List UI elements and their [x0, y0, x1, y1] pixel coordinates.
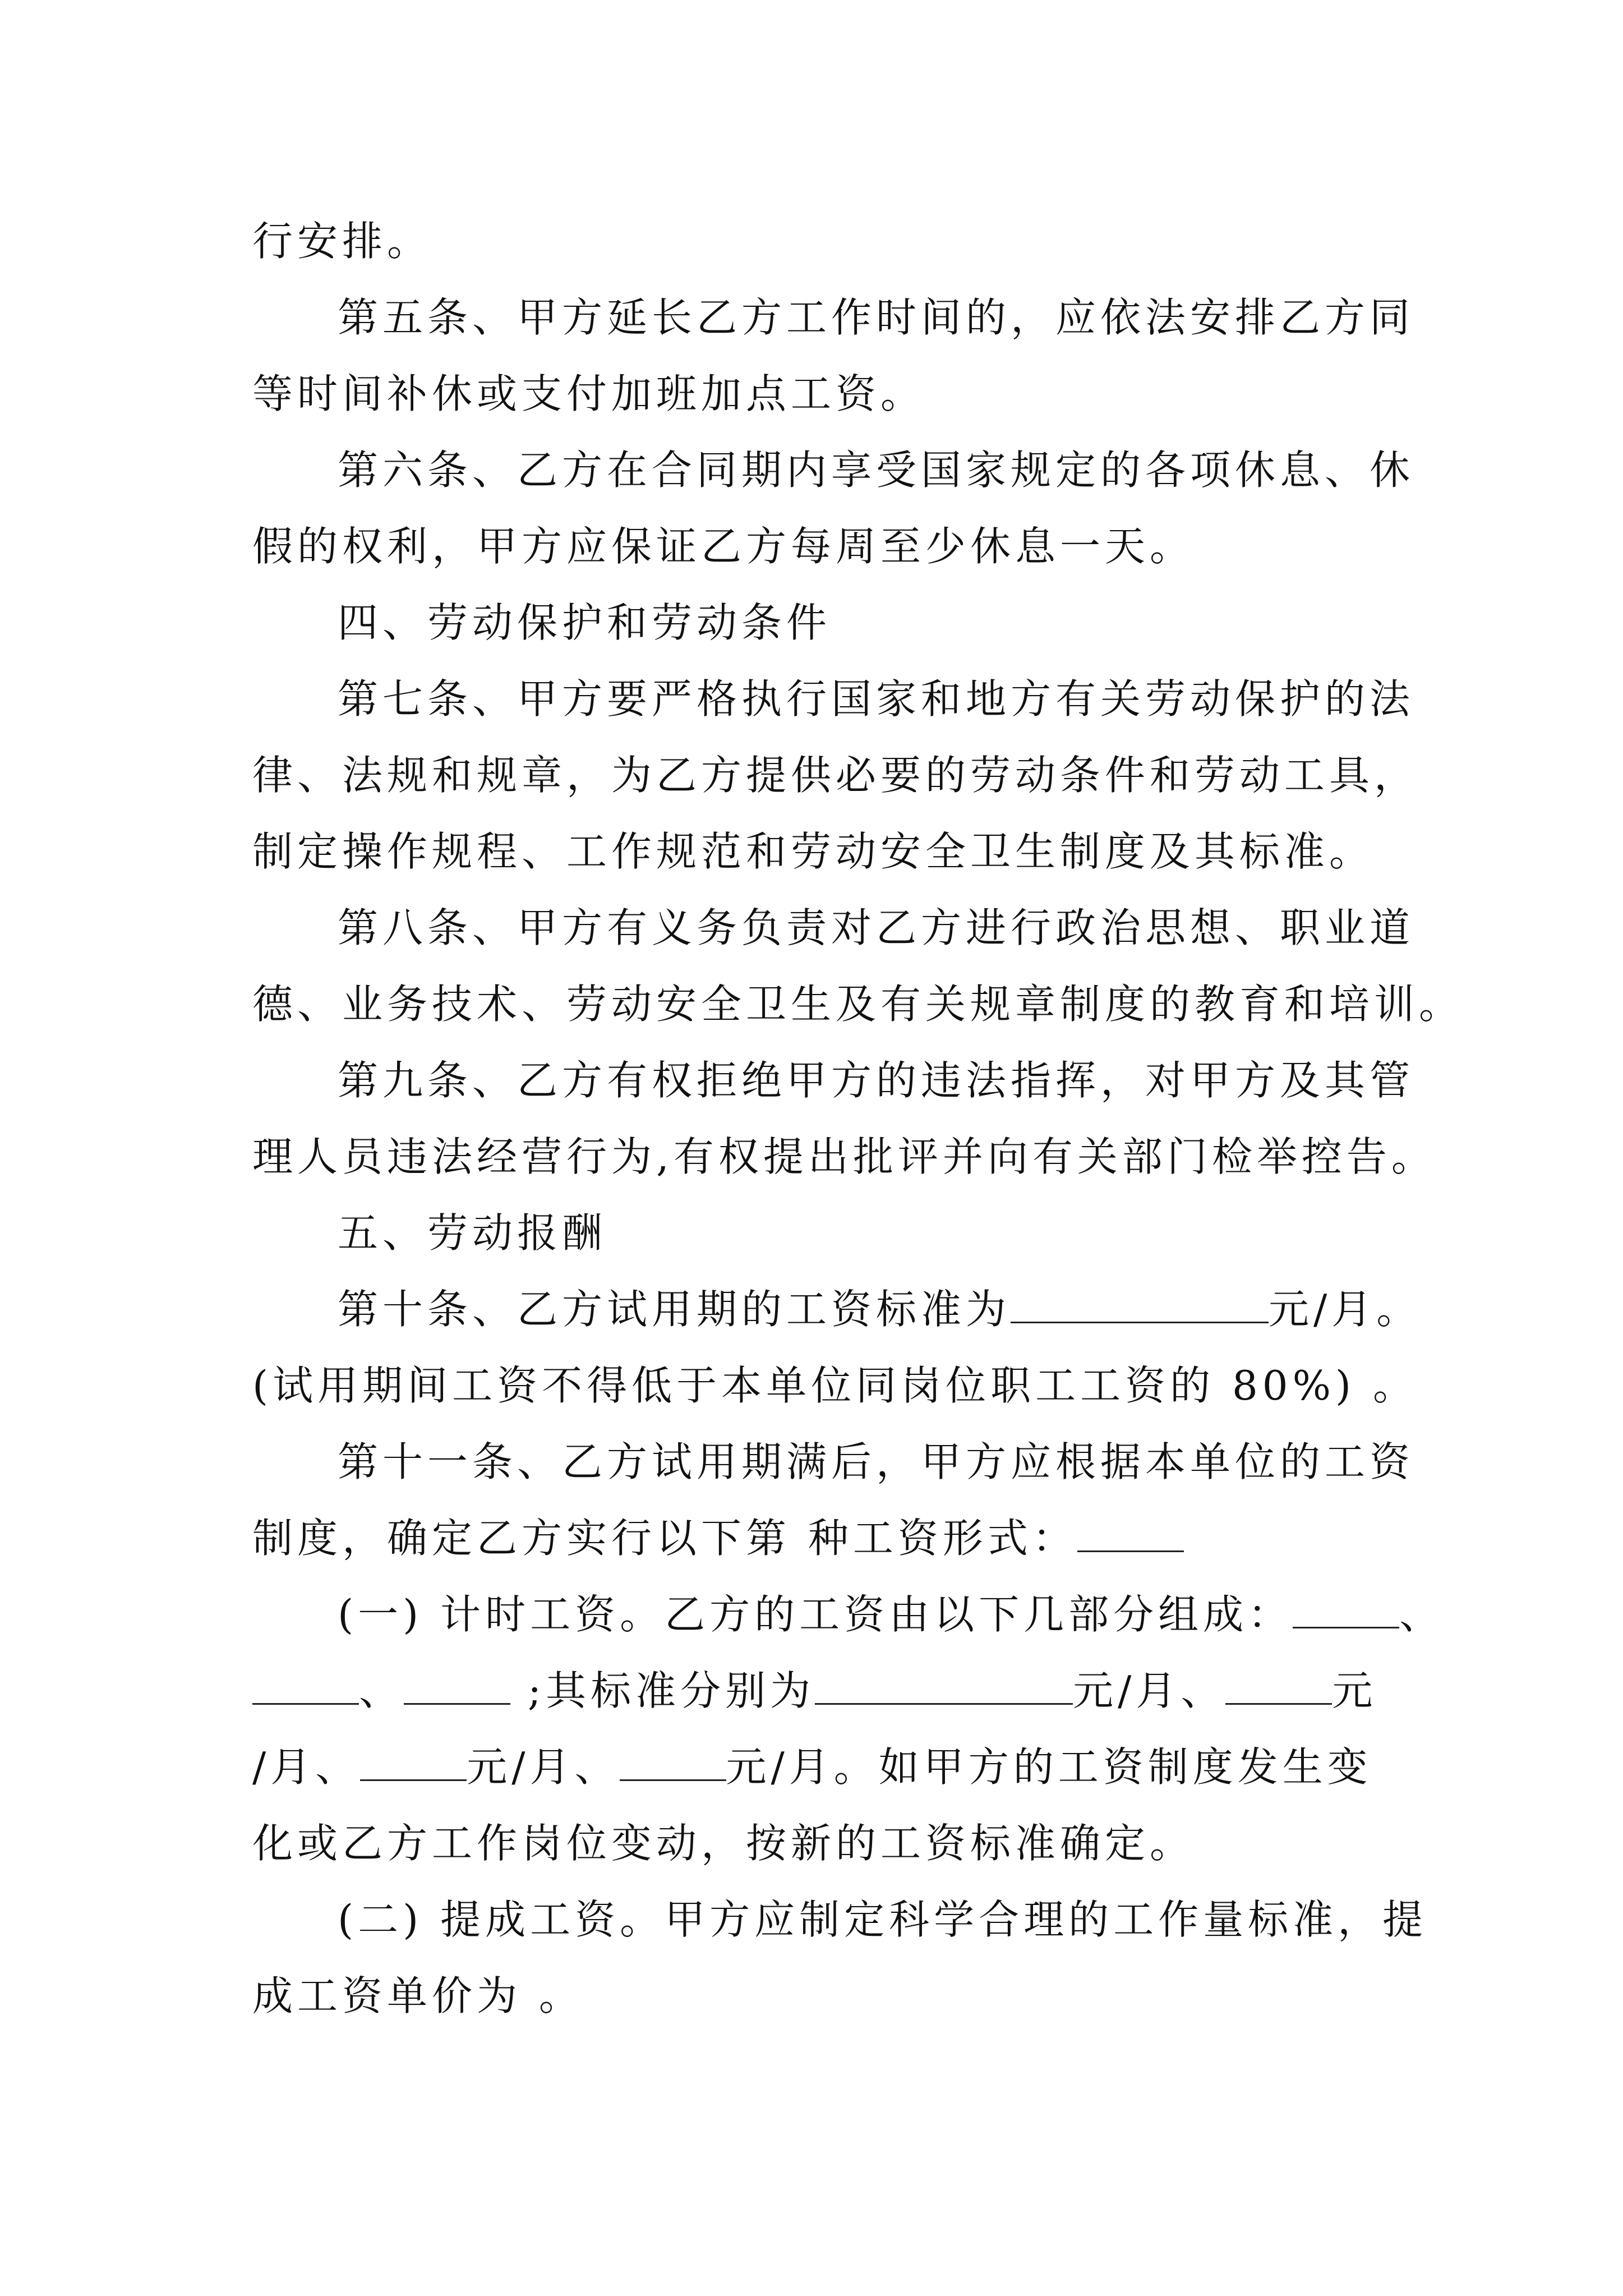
fill-in-blank[interactable] [1011, 1282, 1269, 1323]
text-line: 德、业务技术、劳动安全卫生及有关规章制度的教育和培训。 [252, 981, 1464, 1028]
fill-in-blank[interactable] [1225, 1664, 1332, 1705]
text-segment: 元/月。如甲方的工资制度发生变 [726, 1743, 1372, 1791]
fill-in-blank[interactable] [360, 1740, 467, 1781]
text-line: 化或乙方工作岗位变动，按新的工资标准确定。 [252, 1820, 1195, 1867]
text-line [252, 1586, 1445, 1663]
text-line: 第五条、甲方延长乙方工作时间的，应依法安排乙方同 [338, 294, 1415, 341]
fill-in-blank[interactable] [1293, 1588, 1399, 1628]
text-segment: 、 [1399, 1591, 1445, 1638]
text-line: 第九条、乙方有权拒绝甲方的违法指挥，对甲方及其管 [338, 1057, 1415, 1104]
text-line [252, 1510, 1380, 1586]
text-segment: 、 [359, 1667, 404, 1714]
text-line: (二) 提成工资。甲方应制定科学合理的工作量标准，提 [338, 1896, 1428, 1943]
text-segment: 制度，确定乙方实行以下第 种工资形式： [252, 1515, 1077, 1562]
section-heading: 五、劳动报酬 [338, 1209, 607, 1257]
fill-in-blank[interactable] [815, 1664, 1073, 1705]
fill-in-blank[interactable] [620, 1740, 726, 1781]
text-line: 第七条、甲方要严格执行国家和地方有关劳动保护的法 [338, 675, 1415, 723]
text-line: 成工资单价为 。 [252, 1972, 584, 2019]
text-line: 制定操作规程、工作规范和劳动安全卫生制度及其标准。 [252, 828, 1375, 875]
text-line: 第十一条、乙方试用期满后，甲方应根据本单位的工资 [338, 1438, 1415, 1485]
text-line: 等时间补休或支付加班加点工资。 [252, 370, 926, 417]
text-line: 第六条、乙方在合同期内享受国家规定的各项休息、休 [338, 447, 1415, 494]
text-segment: ;其标准分别为 [510, 1667, 815, 1714]
text-line [252, 1663, 1380, 1739]
text-line [252, 1281, 1422, 1358]
text-line: 第八条、甲方有义务负责对乙方进行政治思想、职业道 [338, 904, 1415, 951]
text-segment: (一) 计时工资。乙方的工资由以下几部分组成： [338, 1591, 1293, 1638]
document-body [252, 213, 1464, 2044]
text-segment: 元/月。 [1269, 1286, 1422, 1333]
text-segment: 第十条、乙方试用期的工资标准为 [338, 1286, 1011, 1333]
fill-in-blank[interactable] [404, 1664, 510, 1705]
text-line [252, 1739, 1380, 1815]
fill-in-blank[interactable] [1077, 1511, 1184, 1552]
text-line: 假的权利，甲方应保证乙方每周至少休息一天。 [252, 523, 1195, 570]
text-segment: 元/月、 [1073, 1667, 1226, 1714]
text-line: 行安排。 [252, 218, 432, 265]
text-segment: 元 [1332, 1667, 1377, 1714]
fill-in-blank[interactable] [252, 1664, 359, 1705]
section-heading: 四、劳动保护和劳动条件 [338, 599, 832, 646]
text-line: 律、法规和规章，为乙方提供必要的劳动条件和劳动工具， [252, 752, 1419, 799]
text-line: 理人员违法经营行为,有权提出批评并向有关部门检举控告。 [252, 1133, 1436, 1180]
text-segment: /月、 [252, 1743, 361, 1791]
text-line: (试用期间工资不得低于本单位同岗位职工工资的 80%) 。 [252, 1362, 1418, 1409]
text-segment: 元/月、 [467, 1743, 620, 1791]
